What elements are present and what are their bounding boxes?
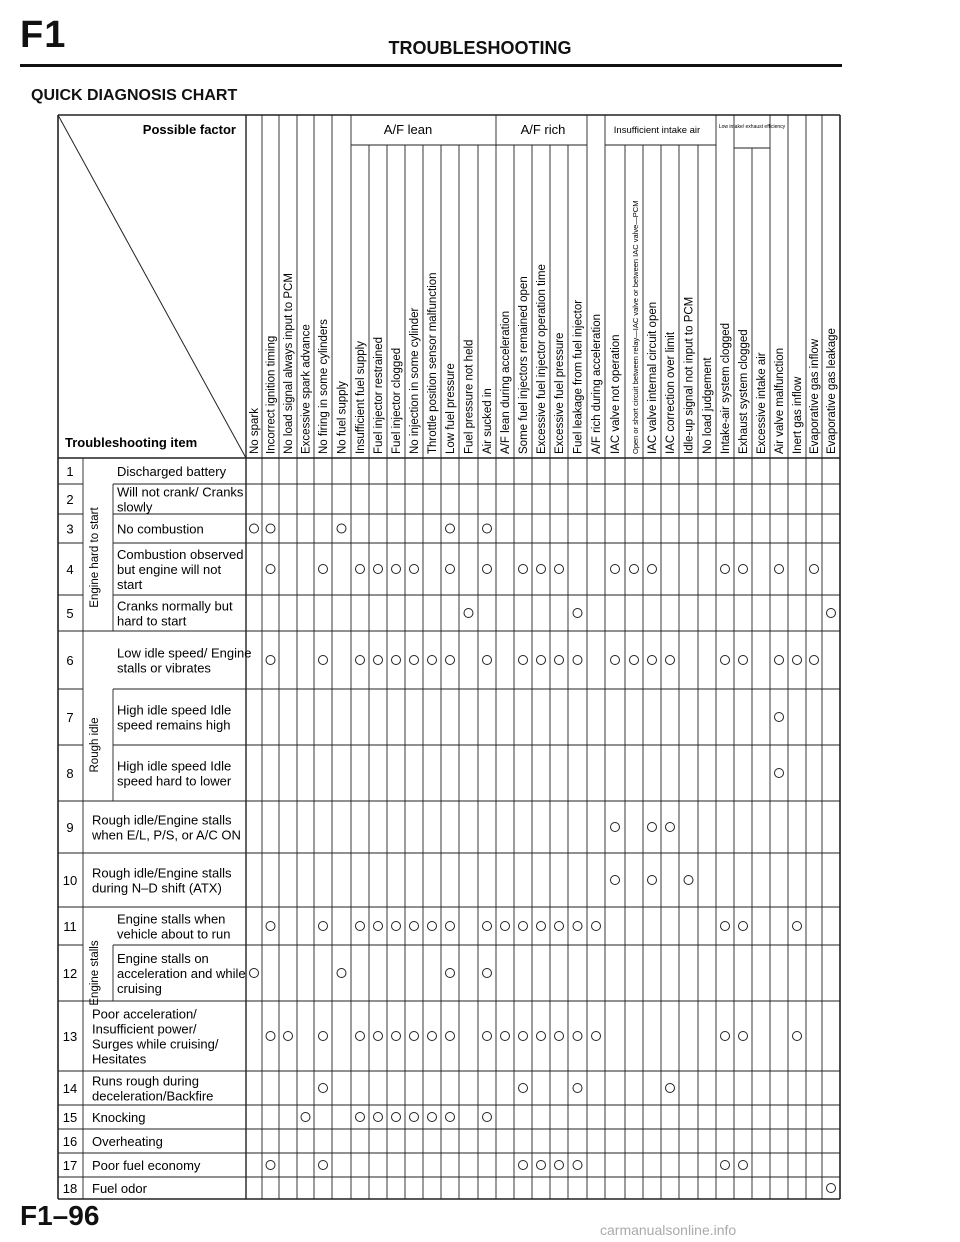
factor-mark (284, 1032, 293, 1041)
factor-mark (319, 1032, 328, 1041)
factor-mark (483, 656, 492, 665)
factor-mark (630, 656, 639, 665)
row-number: 11 (63, 919, 77, 934)
factor-label: IAC valve not operation (610, 334, 622, 454)
troubleshooting-item: High idle speed Idle speed hard to lower (117, 758, 232, 789)
factor-label: Fuel injector restrained (373, 337, 385, 454)
factor-mark (810, 565, 819, 574)
factor-mark (319, 1084, 328, 1093)
factor-label: Air sucked in (482, 388, 494, 454)
factor-label: Inert gas inflow (792, 376, 804, 454)
factor-mark (721, 1032, 730, 1041)
factor-mark (537, 656, 546, 665)
factor-mark (519, 1032, 528, 1041)
factor-mark (483, 922, 492, 931)
factor-mark (684, 876, 693, 885)
factor-mark (356, 656, 365, 665)
factor-mark (573, 656, 582, 665)
row-number: 4 (66, 562, 74, 577)
factor-mark (739, 1032, 748, 1041)
factor-mark (266, 922, 275, 931)
factor-mark (356, 1032, 365, 1041)
factor-mark (250, 969, 259, 978)
factor-mark (410, 1113, 419, 1122)
factor-mark (483, 1032, 492, 1041)
group-label-af-rich: A/F rich (520, 122, 566, 137)
page-number: F1–96 (20, 1200, 100, 1231)
factor-label: Some fuel injectors remained open (518, 276, 530, 454)
factor-mark (537, 1161, 546, 1170)
factor-label: No fuel supply (336, 381, 349, 454)
row-number: 5 (66, 606, 74, 621)
troubleshooting-item: Low idle speed/ Engine stalls or vibrates (117, 645, 252, 676)
factor-mark (410, 922, 419, 931)
factor-label: No injection in some cylinder (409, 307, 421, 454)
troubleshooting-item: Engine stalls on acceleration and while cruising (117, 951, 246, 996)
factor-label: Evaporative gas inflow (809, 338, 821, 454)
category-label: Rough idle (89, 717, 101, 773)
factor-mark (573, 609, 582, 618)
troubleshooting-item: Knocking (92, 1110, 146, 1125)
troubleshooting-item: Discharged battery (117, 464, 227, 479)
row-number: 1 (66, 464, 74, 479)
factor-mark (739, 656, 748, 665)
factor-mark (356, 1113, 365, 1122)
group-label-low-efficiency: Low intake/ exhaust efficiency (718, 124, 786, 130)
factor-label: Open or short circuit between relay—IAC valve or between IAC valve—PCM (631, 200, 640, 454)
factor-label: No firing in some cylinders (318, 319, 330, 454)
factor-mark (611, 656, 620, 665)
factor-mark (374, 922, 383, 931)
factor-mark (648, 823, 657, 832)
row-number: 16 (62, 1134, 78, 1149)
factor-mark (392, 565, 401, 574)
factor-mark (319, 656, 328, 665)
factor-label: No spark (249, 407, 261, 454)
factor-label: IAC valve internal circuit open (647, 301, 659, 454)
factor-mark (537, 1032, 546, 1041)
factor-mark (810, 656, 819, 665)
factor-mark (446, 1113, 455, 1122)
factor-mark (555, 922, 564, 931)
factor-mark (483, 1113, 492, 1122)
factor-mark (519, 565, 528, 574)
factor-mark (410, 656, 419, 665)
factor-mark (592, 922, 601, 931)
row-number: 2 (66, 492, 74, 507)
factor-mark (611, 876, 620, 885)
factor-mark (392, 656, 401, 665)
corner-bottom-label: Troubleshooting item (65, 435, 198, 450)
troubleshooting-item: Runs rough during deceleration/Backfire (92, 1073, 214, 1104)
factor-mark (301, 1113, 310, 1122)
factor-label: Excessive spark advance (300, 324, 313, 454)
factor-mark (446, 524, 455, 533)
factor-mark (592, 1032, 601, 1041)
chapter-code: F1 (20, 14, 67, 56)
factor-label: Incorrect ignition timing (265, 335, 278, 454)
factor-mark (446, 656, 455, 665)
factor-mark (648, 656, 657, 665)
watermark: carmanualsonline.info (600, 1222, 737, 1238)
factor-mark (775, 656, 784, 665)
factor-mark (483, 524, 492, 533)
troubleshooting-item: High idle speed Idle speed remains high (117, 702, 232, 733)
factor-mark (648, 565, 657, 574)
corner-diagonal (58, 115, 246, 458)
factor-mark (446, 1032, 455, 1041)
factor-mark (446, 969, 455, 978)
factor-label: A/F rich during acceleration (591, 314, 603, 454)
factor-label: Excessive fuel pressure (554, 332, 566, 454)
factor-mark (428, 922, 437, 931)
factor-mark (739, 922, 748, 931)
factor-mark (266, 1161, 275, 1170)
factor-mark (666, 1084, 675, 1093)
troubleshooting-item: Rough idle/Engine stalls when E/L, P/S, or A/C ON (92, 812, 241, 843)
factor-mark (356, 565, 365, 574)
factor-mark (611, 565, 620, 574)
factor-mark (573, 1161, 582, 1170)
factor-mark (573, 1084, 582, 1093)
factor-mark (501, 922, 510, 931)
factor-mark (573, 1032, 582, 1041)
group-label-insufficient-intake-air: Insufficient intake air (613, 125, 701, 136)
factor-mark (573, 922, 582, 931)
factor-mark (428, 656, 437, 665)
factor-mark (648, 876, 657, 885)
factor-mark (519, 1161, 528, 1170)
factor-mark (721, 565, 730, 574)
factor-label: Fuel leakage from fuel injector (572, 299, 585, 454)
factor-mark (374, 1032, 383, 1041)
troubleshooting-item: Rough idle/Engine stalls during N–D shift (ATX) (92, 865, 232, 896)
page-title: TROUBLESHOOTING (388, 38, 572, 58)
factor-mark (428, 1113, 437, 1122)
factor-mark (555, 1161, 564, 1170)
factor-label: No load signal always input to PCM (283, 273, 295, 454)
factor-mark (410, 1032, 419, 1041)
row-number: 7 (66, 710, 74, 725)
factor-mark (793, 656, 802, 665)
factor-label: Excessive intake air (756, 352, 768, 454)
row-number: 12 (62, 966, 78, 981)
row-number: 6 (66, 653, 74, 668)
chart-marks (250, 524, 836, 1193)
row-number: 3 (66, 521, 74, 537)
factor-mark (519, 922, 528, 931)
troubleshooting-item: Overheating (92, 1134, 163, 1149)
row-number: 18 (62, 1181, 78, 1196)
factor-mark (555, 1032, 564, 1041)
factor-mark (666, 656, 675, 665)
factor-mark (266, 524, 275, 533)
factor-mark (266, 1032, 275, 1041)
factor-mark (319, 922, 328, 931)
factor-mark (519, 1084, 528, 1093)
troubleshooting-item: Poor fuel economy (92, 1158, 201, 1173)
row-number: 15 (62, 1110, 78, 1125)
factor-mark (827, 1184, 836, 1193)
factor-label: No load judgement (702, 357, 714, 454)
factor-mark (739, 565, 748, 574)
factor-mark (392, 922, 401, 931)
factor-mark (501, 1032, 510, 1041)
factor-label: Throttle position sensor malfunction (427, 272, 439, 454)
troubleshooting-item: Cranks normally but hard to start (117, 598, 233, 629)
factor-mark (319, 1161, 328, 1170)
factor-label: Intake-air system clogged (720, 322, 732, 454)
factor-mark (630, 565, 639, 574)
factor-mark (410, 565, 419, 574)
factor-mark (250, 524, 259, 533)
factor-label: Evaporative gas leakage (826, 328, 838, 454)
factor-mark (337, 524, 346, 533)
factor-label: Low fuel pressure (445, 363, 457, 454)
factor-mark (721, 1161, 730, 1170)
factor-mark (537, 922, 546, 931)
chart-text (63, 122, 838, 1196)
factor-mark (555, 565, 564, 574)
factor-label: Excessive fuel injector operation time (536, 264, 548, 454)
factor-mark (793, 1032, 802, 1041)
factor-mark (483, 565, 492, 574)
factor-label: Insufficient fuel supply (355, 341, 367, 454)
factor-mark (374, 565, 383, 574)
factor-mark (775, 713, 784, 722)
factor-label: Idle-up signal not input to PCM (683, 296, 696, 454)
factor-mark (392, 1032, 401, 1041)
troubleshooting-item: Engine stalls when vehicle about to run (117, 911, 231, 942)
factor-mark (537, 565, 546, 574)
factor-mark (555, 656, 564, 665)
troubleshooting-item: No combustion (117, 521, 204, 537)
troubleshooting-item: Combustion observed but engine will not start (117, 547, 244, 592)
factor-label: Air valve malfunction (774, 347, 786, 454)
troubleshooting-item: Will not crank/ Cranks slowly (117, 484, 244, 515)
factor-mark (266, 565, 275, 574)
factor-mark (519, 656, 528, 665)
factor-label: Exhaust system clogged (738, 329, 750, 454)
factor-mark (775, 565, 784, 574)
factor-mark (446, 922, 455, 931)
row-number: 17 (62, 1158, 78, 1173)
factor-mark (827, 609, 836, 618)
factor-mark (793, 922, 802, 931)
factor-label: A/F lean during acceleration (500, 310, 512, 454)
factor-mark (319, 565, 328, 574)
factor-label: Fuel injector clogged (391, 347, 403, 454)
factor-mark (611, 823, 620, 832)
troubleshooting-item: Poor acceleration/ Insufficient power/ Surges while cruising/ Hesitates (92, 1006, 219, 1067)
row-number: 14 (62, 1081, 78, 1096)
factor-mark (337, 969, 346, 978)
category-label: Engine hard to start (89, 507, 101, 608)
factor-mark (464, 609, 473, 618)
factor-label: IAC correction over limit (665, 331, 677, 454)
factor-mark (446, 565, 455, 574)
factor-mark (374, 1113, 383, 1122)
factor-mark (483, 969, 492, 978)
factor-mark (739, 1161, 748, 1170)
row-number: 9 (66, 820, 74, 835)
factor-mark (666, 823, 675, 832)
section-title: QUICK DIAGNOSIS CHART (31, 87, 238, 104)
troubleshooting-item: Fuel odor (92, 1181, 147, 1196)
factor-mark (356, 922, 365, 931)
factor-label: Fuel pressure not held (463, 339, 476, 454)
row-number: 8 (66, 766, 74, 781)
factor-mark (428, 1032, 437, 1041)
row-number: 10 (62, 873, 78, 888)
factor-mark (721, 922, 730, 931)
group-label-af-lean: A/F lean (383, 122, 433, 137)
factor-mark (721, 656, 730, 665)
corner-top-label: Possible factor (142, 122, 236, 137)
category-label: Engine stalls (89, 940, 101, 1006)
factor-mark (775, 769, 784, 778)
factor-mark (392, 1113, 401, 1122)
row-number: 13 (62, 1029, 78, 1044)
factor-mark (266, 656, 275, 665)
category-labels (89, 507, 101, 1006)
factor-mark (374, 656, 383, 665)
